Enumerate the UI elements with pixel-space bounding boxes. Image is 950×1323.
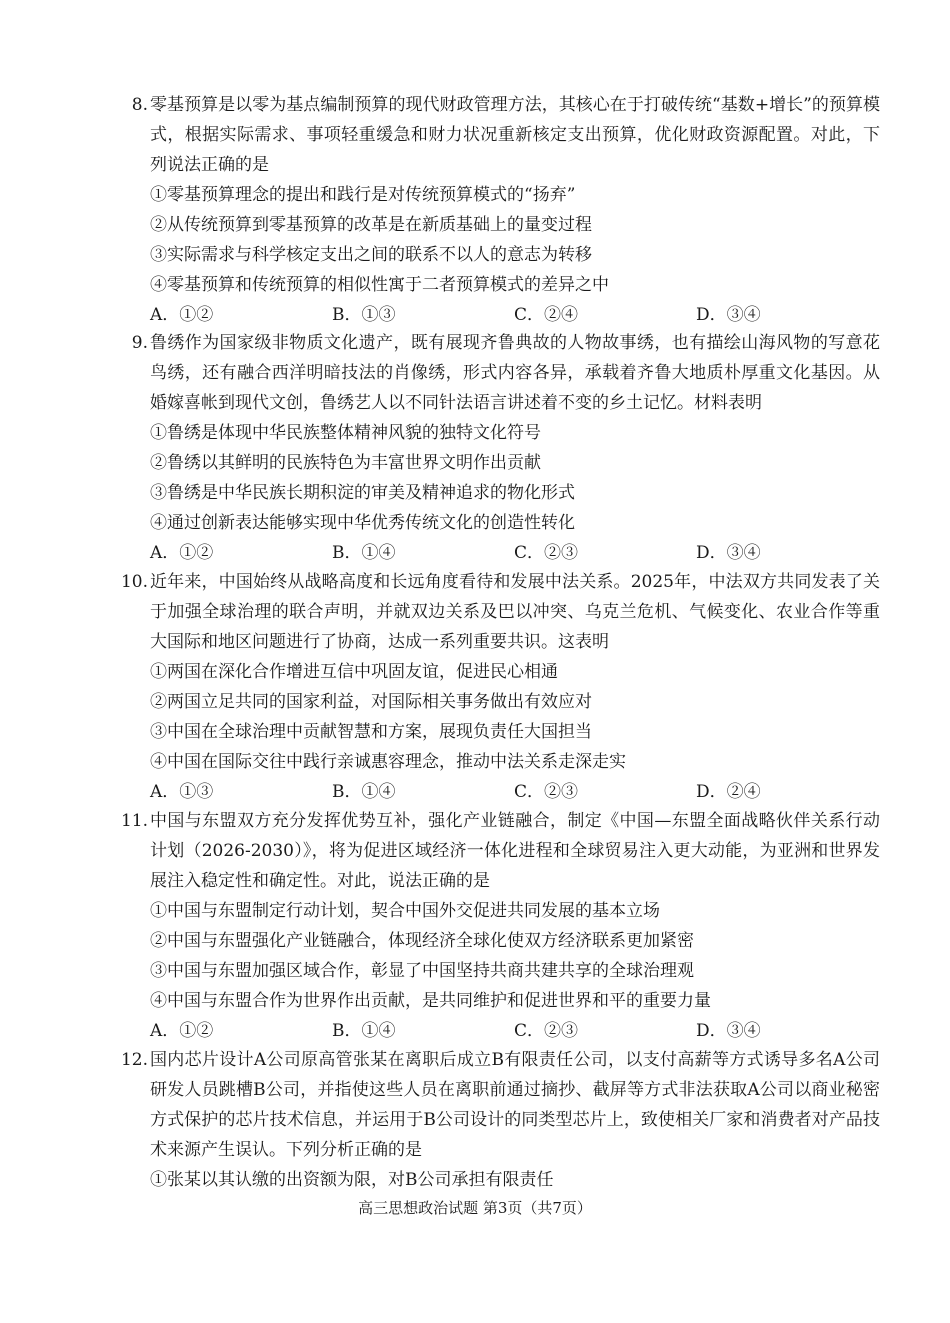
question-11 — [110, 806, 880, 1046]
answer-choices — [150, 300, 880, 330]
question-number: 8. — [131, 95, 148, 115]
statement-option: ③鲁绣是中华民族长期积淀的审美及精神追求的物化形式 — [150, 483, 575, 503]
choice-a: A．①② — [150, 305, 214, 325]
question-stem: 中国与东盟双方充分发挥优势互补，强化产业链融合，制定《中国—东盟全面战略伙伴关系行动计划（2026-2030）》，将为促进区域经济一体化进程和全球贸易注入更大动能，为亚洲和世界发展注入稳定性和确定性。对此，说法正确的是 — [150, 811, 880, 891]
statement-option: ①中国与东盟制定行动计划，契合中国外交促进共同发展的基本立场 — [150, 901, 660, 921]
statement-option: ②中国与东盟强化产业链融合，体现经济全球化使双方经济联系更加紧密 — [150, 931, 694, 951]
choice-c: C．②③ — [514, 1021, 579, 1041]
question-10 — [110, 567, 880, 807]
statement-option: ④通过创新表达能够实现中华优秀传统文化的创造性转化 — [150, 513, 575, 533]
choice-a: A．①③ — [150, 782, 214, 802]
question-number: 10. — [120, 572, 148, 592]
choice-c: C．②③ — [514, 782, 579, 802]
choice-d: D．③④ — [696, 1021, 761, 1041]
statement-option: ③实际需求与科学核定支出之间的联系不以人的意志为转移 — [150, 245, 592, 265]
choice-a: A．①② — [150, 543, 214, 563]
question-number: 9. — [131, 333, 148, 353]
statement-option: ②鲁绣以其鲜明的民族特色为丰富世界文明作出贡献 — [150, 453, 541, 473]
choice-b: B．①③ — [332, 305, 396, 325]
statement-option: ④中国在国际交往中践行亲诚惠容理念，推动中法关系走深走实 — [150, 752, 626, 772]
statement-option: ②两国立足共同的国家利益，对国际相关事务做出有效应对 — [150, 692, 592, 712]
choice-d: D．③④ — [696, 305, 761, 325]
statement-option: ③中国与东盟加强区域合作，彰显了中国坚持共商共建共享的全球治理观 — [150, 961, 694, 981]
choice-a: A．①② — [150, 1021, 214, 1041]
statement-option: ②从传统预算到零基预算的改革是在新质基础上的量变过程 — [150, 215, 592, 235]
statement-option: ③中国在全球治理中贡献智慧和方案，展现负责任大国担当 — [150, 722, 592, 742]
question-number: 12. — [120, 1050, 148, 1070]
choice-d: D．②④ — [696, 782, 761, 802]
choice-c: C．②④ — [514, 305, 579, 325]
question-stem: 近年来，中国始终从战略高度和长远角度看待和发展中法关系。2025年，中法双方共同发表了关于加强全球治理的联合声明，并就双边关系及巴以冲突、乌克兰危机、气候变化、农业合作等重大国际和地区问题进行了协商，达成一系列重要共识。这表明 — [150, 572, 880, 652]
question-9 — [110, 328, 880, 568]
question-8 — [110, 90, 880, 330]
page-footer: 高三思想政治试题 第3页（共7页） — [358, 1199, 592, 1217]
question-stem: 国内芯片设计A公司原高管张某在离职后成立B有限责任公司，以支付高薪等方式诱导多名A公司研发人员跳槽B公司，并指使这些人员在离职前通过摘抄、截屏等方式非法获取A公司以商业秘密方式保护的芯片技术信息，并运用于B公司设计的同类型芯片上，致使相关厂家和消费者对产品技术来源产生误认。下列分析正确的是 — [150, 1050, 880, 1160]
choice-c: C．②③ — [514, 543, 579, 563]
statement-option: ①张某以其认缴的出资额为限，对B公司承担有限责任 — [150, 1170, 554, 1190]
choice-b: B．①④ — [332, 1021, 396, 1041]
statement-option: ④零基预算和传统预算的相似性寓于二者预算模式的差异之中 — [150, 275, 609, 295]
choice-d: D．③④ — [696, 543, 761, 563]
choice-b: B．①④ — [332, 782, 396, 802]
question-stem: 鲁绣作为国家级非物质文化遗产，既有展现齐鲁典故的人物故事绣，也有描绘山海风物的写意花鸟绣，还有融合西洋明暗技法的肖像绣，形式内容各异，承载着齐鲁大地质朴厚重文化基因。从婚嫁喜帐到现代文创，鲁绣艺人以不同针法语言讲述着不变的乡土记忆。材料表明 — [150, 333, 880, 413]
statement-option: ①鲁绣是体现中华民族整体精神风貌的独特文化符号 — [150, 423, 541, 443]
answer-choices — [150, 1016, 880, 1046]
question-12 — [110, 1045, 880, 1195]
question-stem: 零基预算是以零为基点编制预算的现代财政管理方法，其核心在于打破传统“基数+增长”的预算模式，根据实际需求、事项轻重缓急和财力状况重新核定支出预算，优化财政资源配置。对此，下列说法正确的是 — [150, 95, 880, 175]
answer-choices — [150, 777, 880, 807]
statement-option: ①零基预算理念的提出和践行是对传统预算模式的“扬弃” — [150, 185, 576, 205]
answer-choices — [150, 538, 880, 568]
choice-b: B．①④ — [332, 543, 396, 563]
question-number: 11. — [120, 811, 148, 831]
statement-option: ①两国在深化合作增进互信中巩固友谊，促进民心相通 — [150, 662, 558, 682]
statement-option: ④中国与东盟合作为世界作出贡献，是共同维护和促进世界和平的重要力量 — [150, 991, 711, 1011]
